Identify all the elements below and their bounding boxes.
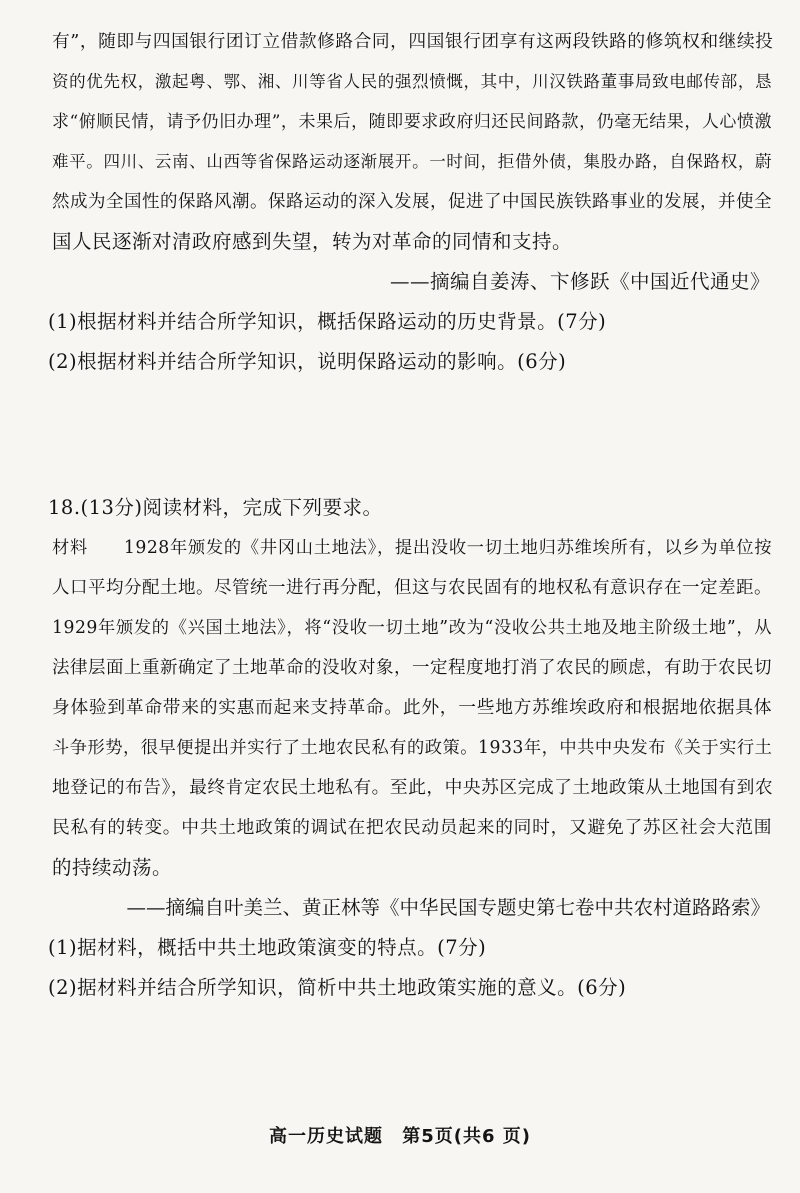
footer-page-number: 第5页(共6 页) <box>402 1126 532 1147</box>
question-17-part-1: (1)根据材料并结合所学知识，概括保路运动的历史背景。(7分) <box>48 310 607 333</box>
material-17-line-5: 然成为全国性的保路风潮。保路运动的深入发展，促进了中国民族铁路事业的发展，并使全 <box>52 192 772 212</box>
question-17-part-2: (2)根据材料并结合所学知识，说明保路运动的影响。(6分) <box>48 350 567 373</box>
material-18-line-9: 的持续动荡。 <box>52 856 173 879</box>
material-18-line-6: 斗争形势，很早便提出并实行了土地农民私有的政策。1933年，中共中央发布《关于实行土 <box>52 738 773 758</box>
question-18-part-1: (1)据材料，概括中共土地政策演变的特点。(7分) <box>48 936 487 959</box>
question-18-heading: 18.(13分)阅读材料，完成下列要求。 <box>48 496 383 519</box>
material-18-line-4: 法律层面上重新确定了土地革命的没收对象，一定程度地打消了农民的顾虑，有助于农民切 <box>52 658 772 678</box>
material-17-line-1: 有”，随即与四国银行团订立借款修路合同，四国银行团享有这两段铁路的修筑权和继续投 <box>52 32 774 52</box>
footer-subject: 高一历史试题 <box>268 1126 383 1147</box>
material-17-line-6: 国人民逐渐对清政府感到失望，转为对革命的同情和支持。 <box>52 230 573 253</box>
question-18-part-2: (2)据材料并结合所学知识，简析中共土地政策实施的意义。(6分) <box>48 976 627 999</box>
material-17-line-4: 难平。四川、云南、山西等省保路运动逐渐展开。一时间，拒借外债，集股办路，自保路权，蔚 <box>52 152 772 171</box>
material-18-line-1: 材料 1928年颁发的《井冈山土地法》，提出没收一切土地归苏维埃所有，以乡为单位按 <box>52 538 772 558</box>
material-18-line-8: 民私有的转变。中共土地政策的调试在把农民动员起来的同时，又避免了苏区社会大范围 <box>52 818 772 838</box>
material-18-source: ——摘编自叶美兰、黄正林等《中华民国专题史第七卷中共农村道路路索》 <box>126 896 770 919</box>
material-17-line-2: 资的优先权，激起粤、鄂、湘、川等省人民的强烈愤慨，其中，川汉铁路董事局致电邮传部，恳 <box>52 72 772 91</box>
material-18-line-5: 身体验到革命带来的实惠而起来支持革命。此外，一些地方苏维埃政府和根据地依据具体 <box>52 698 772 718</box>
material-18-line-7: 地登记的布告》，最终肯定农民土地私有。至此，中央苏区完成了土地政策从土地国有到农 <box>52 778 774 798</box>
page-footer <box>0 1122 800 1148</box>
material-18-line-3: 1929年颁发的《兴国土地法》，将“没收一切土地”改为“没收公共土地及地主阶级土地”，从 <box>52 618 772 638</box>
material-18-line-2: 人口平均分配土地。尽管统一进行再分配，但这与农民固有的地权私有意识存在一定差距。 <box>52 578 772 598</box>
material-17-line-3: 求“俯顺民情，请予仍旧办理”，未果后，随即要求政府归还民间路款，仍毫无结果，人心愤激 <box>52 112 772 132</box>
material-17-source: ——摘编自姜涛、卞修跃《中国近代通史》 <box>389 270 770 293</box>
